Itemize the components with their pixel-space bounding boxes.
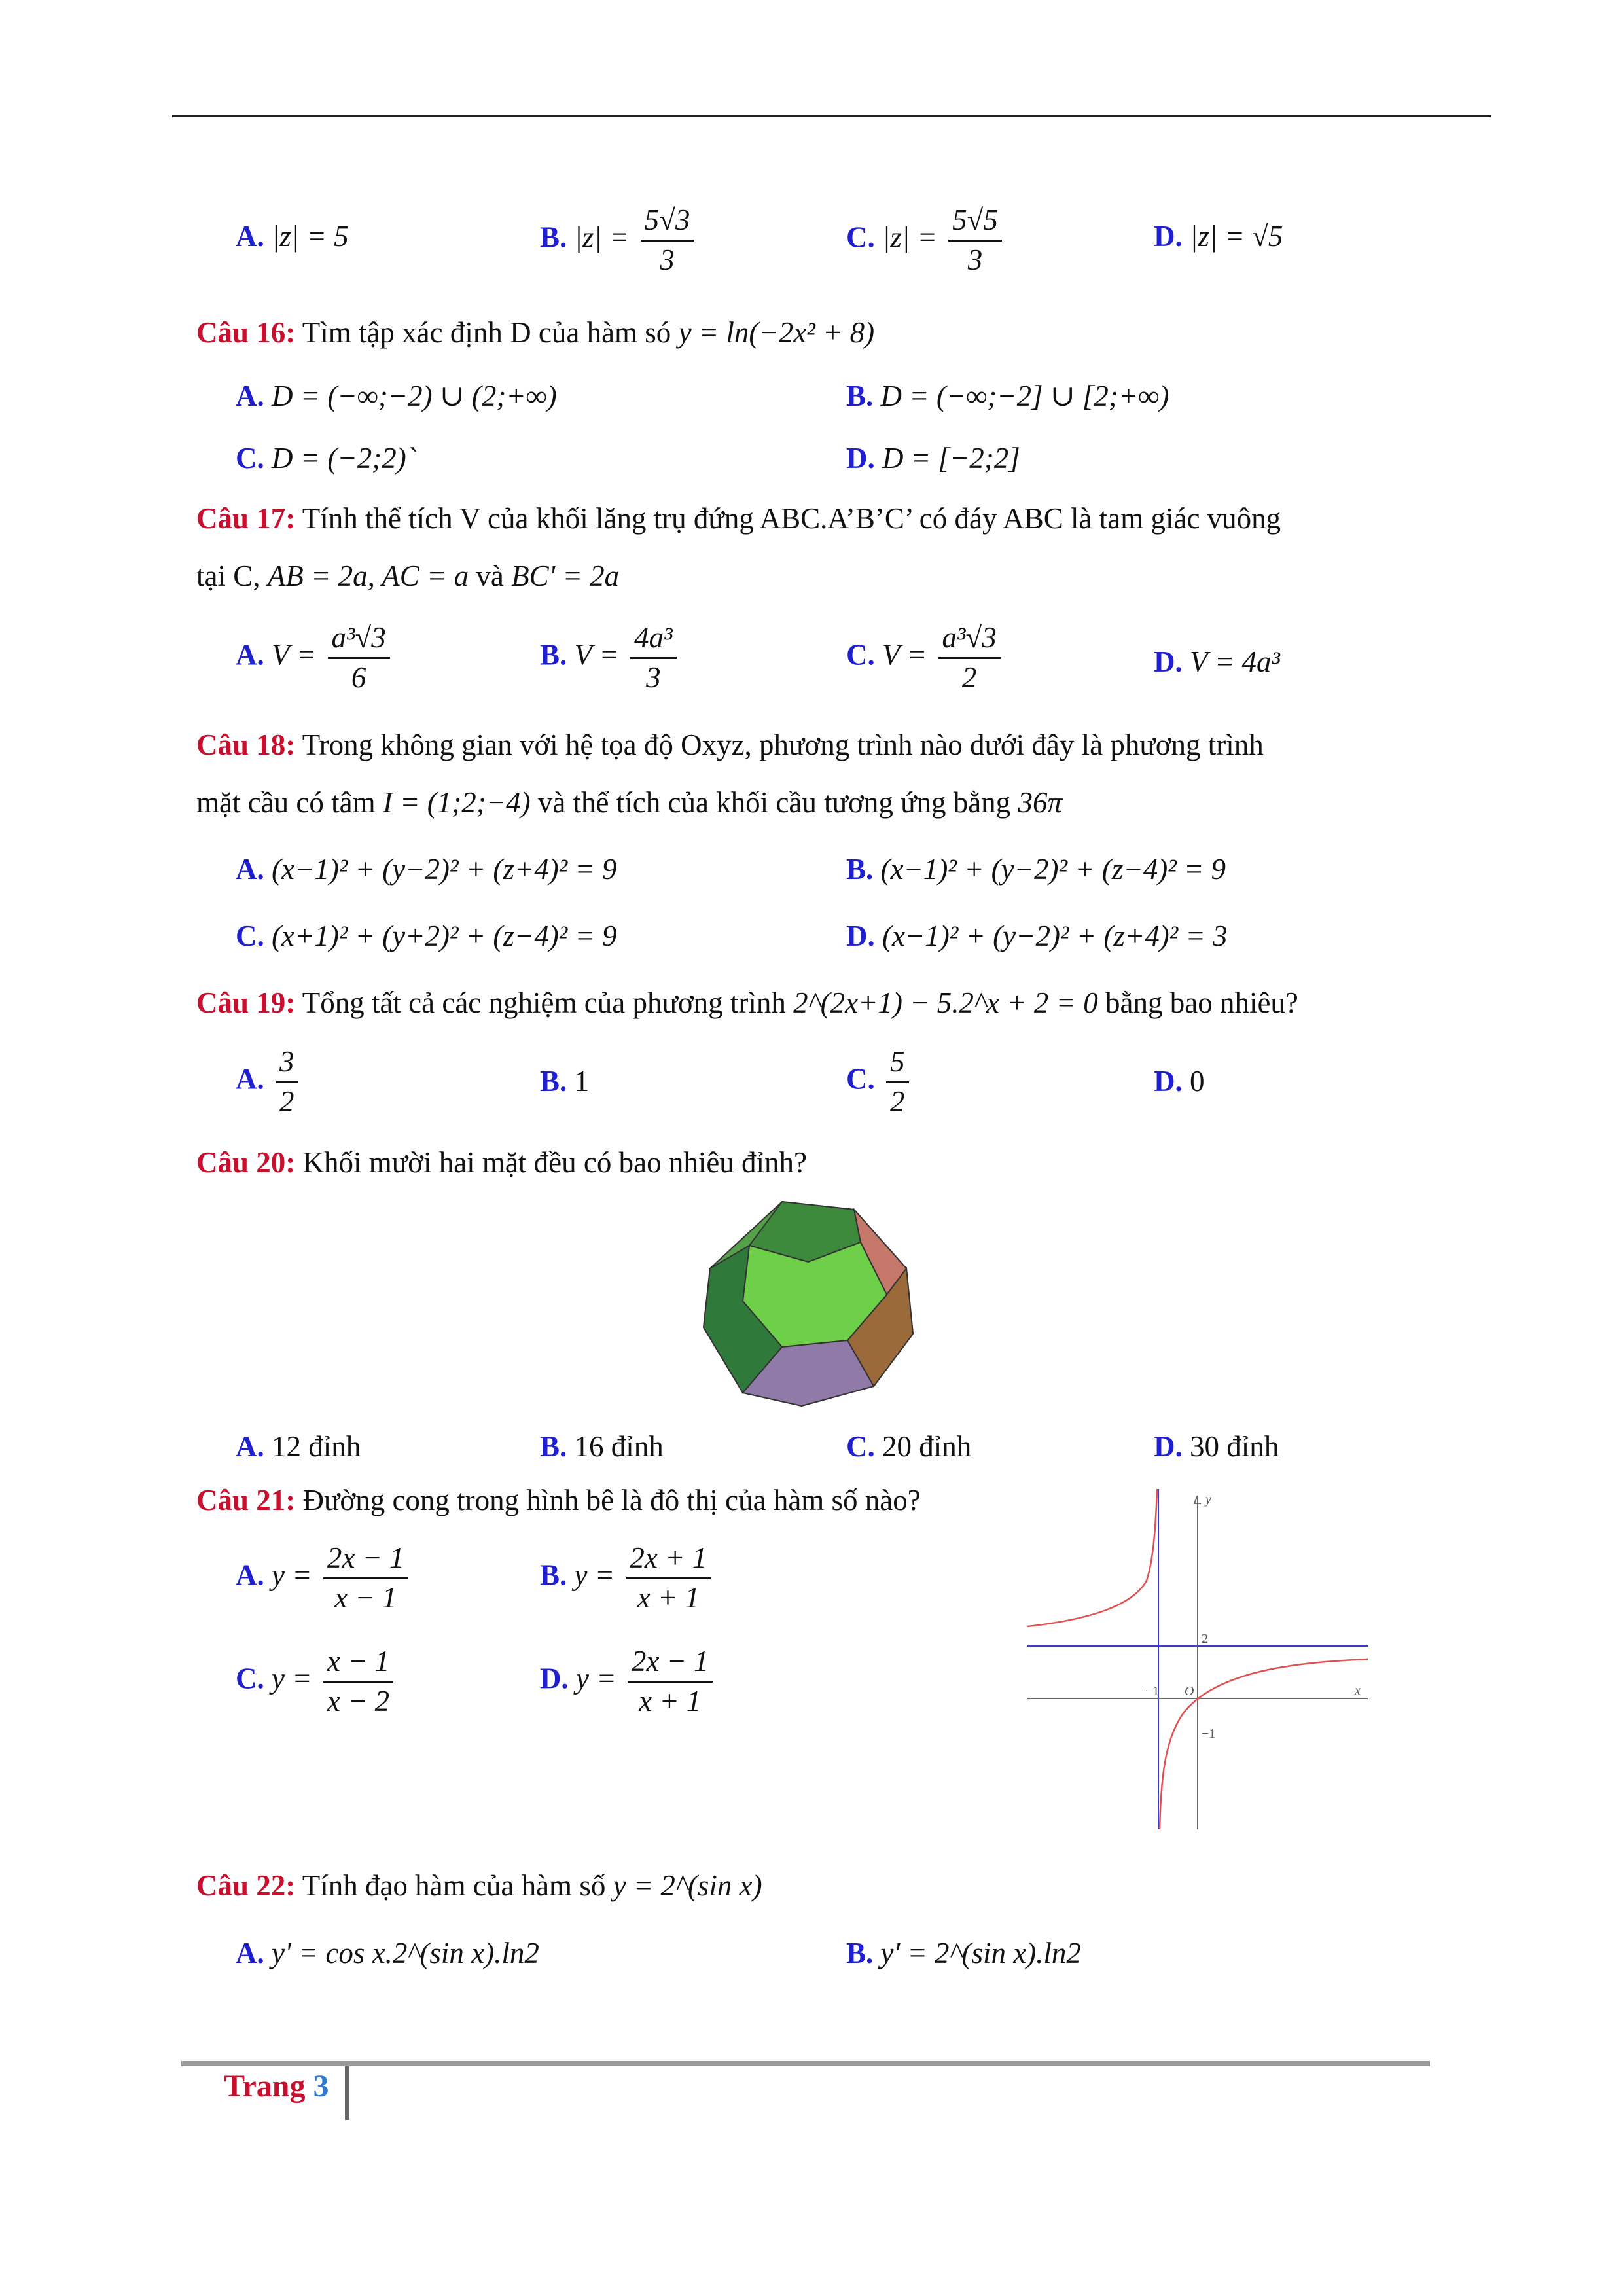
q16-option-b[interactable]: B. D = (−∞;−2] ∪ [2;+∞): [846, 380, 1169, 412]
header-rule: [172, 115, 1491, 117]
fraction: $\frac{x - 1}{x - 2}$: [323, 1645, 393, 1717]
q18-option-d[interactable]: D. (x−1)² + (y−2)² + (z+4)² = 3: [846, 920, 1228, 952]
q19-option-b[interactable]: B. 1: [540, 1065, 590, 1098]
q20-option-a[interactable]: A. 12 đỉnh: [236, 1430, 361, 1463]
q21-graph: [1027, 1489, 1368, 1829]
q20-option-d[interactable]: D. 30 đỉnh: [1154, 1430, 1279, 1463]
q22-option-a[interactable]: A. y' = cos x.2^(sin x).ln2: [236, 1937, 539, 1969]
q20-option-b[interactable]: B. 16 đỉnh: [540, 1430, 664, 1463]
q18-stem: Câu 18: Trong không gian với hệ tọa độ Oxyz, phương trình nào dưới đây là phương trình: [196, 728, 1264, 761]
fraction: $\frac{5√5}{3}$: [948, 204, 1002, 276]
footer-rule: [181, 2061, 1430, 2066]
origin-label: O: [1185, 1684, 1194, 1698]
q15-option-a[interactable]: A. |z| = 5: [236, 220, 349, 253]
x-axis-label: x: [1355, 1683, 1361, 1698]
q17-stem-line2: tại C, AB = 2a, AC = a và BC' = 2a: [196, 560, 620, 592]
q16-stem: Câu 16: Tìm tập xác định D của hàm só y = ln(−2x² + 8): [196, 316, 875, 349]
fraction: $\frac{2x - 1}{x - 1}$: [323, 1542, 408, 1614]
footer-divider: [345, 2066, 349, 2120]
dodecahedron-figure: [697, 1196, 926, 1412]
q15-option-c[interactable]: C. |z| = $\frac{5√5}{3}$: [846, 204, 1006, 276]
q18-option-c[interactable]: C. (x+1)² + (y+2)² + (z−4)² = 9: [236, 920, 617, 952]
fraction: $\frac{5}{2}$: [886, 1046, 909, 1118]
tick-label-neg1-y: −1: [1202, 1727, 1216, 1741]
q19-option-c[interactable]: C. $\frac{5}{2}$: [846, 1046, 913, 1118]
q20-option-c[interactable]: C. 20 đỉnh: [846, 1430, 972, 1463]
q21-option-b[interactable]: B. y = $\frac{2x + 1}{x + 1}$: [540, 1542, 715, 1614]
q17-option-d[interactable]: D. V = 4a³: [1154, 645, 1281, 678]
curve-left-branch: [1027, 1489, 1157, 1626]
q19-option-d[interactable]: D. 0: [1154, 1065, 1205, 1098]
q20-stem: Câu 20: Khối mười hai mặt đều có bao nhiêu đỉnh?: [196, 1146, 808, 1179]
tick-label-2: 2: [1202, 1632, 1208, 1646]
fraction: $\frac{3}{2}$: [276, 1046, 298, 1118]
q19-option-a[interactable]: A. $\frac{3}{2}$: [236, 1046, 302, 1118]
q18-option-b[interactable]: B. (x−1)² + (y−2)² + (z−4)² = 9: [846, 853, 1226, 886]
q22-option-b[interactable]: B. y' = 2^(sin x).ln2: [846, 1937, 1081, 1969]
q22-stem: Câu 22: Tính đạo hàm của hàm số y = 2^(sin x): [196, 1869, 762, 1902]
q15-option-d[interactable]: D. |z| = √5: [1154, 220, 1283, 253]
tick-label-neg1-x: −1: [1145, 1684, 1160, 1698]
q17-stem: Câu 17: Tính thể tích V của khối lăng trụ đứng ABC.A’B’C’ có đáy ABC là tam giác vuông: [196, 502, 1281, 535]
y-axis-label: y: [1205, 1492, 1211, 1507]
q16-option-c[interactable]: C. D = (−2;2)`: [236, 442, 416, 475]
q16-option-d[interactable]: D. D = [−2;2]: [846, 442, 1020, 475]
q21-option-d[interactable]: D. y = $\frac{2x - 1}{x + 1}$: [540, 1645, 717, 1717]
page-number: Trang 3: [224, 2069, 329, 2104]
q18-option-a[interactable]: A. (x−1)² + (y−2)² + (z+4)² = 9: [236, 853, 617, 886]
q17-option-b[interactable]: B. V = $\frac{\text{4a³}}{3}$: [540, 622, 681, 694]
q19-stem: Câu 19: Tổng tất cả các nghiệm của phương trình 2^(2x+1) − 5.2^x + 2 = 0 bằng bao nhiêu?: [196, 986, 1298, 1019]
q17-option-c[interactable]: C. V = $\frac{\text{a³√3}}{2}$: [846, 622, 1005, 694]
fraction: $\frac{\text{4a³}}{3}$: [630, 622, 677, 694]
q21-option-a[interactable]: A. y = $\frac{2x - 1}{x - 1}$: [236, 1542, 412, 1614]
q15-option-b[interactable]: B. |z| = $\frac{5√3}{3}$: [540, 204, 698, 276]
q16-option-a[interactable]: A. D = (−∞;−2) ∪ (2;+∞): [236, 380, 557, 412]
fraction: $\frac{\text{a³√3}}{6}$: [328, 622, 390, 694]
fraction: $\frac{5√3}{3}$: [641, 204, 694, 276]
q18-stem-line2: mặt cầu có tâm I = (1;2;−4) và thể tích của khối cầu tương ứng bằng 36π: [196, 786, 1062, 819]
q21-stem: Câu 21: Đường cong trong hình bê là đô thị của hàm số nào?: [196, 1484, 921, 1516]
q21-option-c[interactable]: C. y = $\frac{x - 1}{x - 2}$: [236, 1645, 397, 1717]
fraction: $\frac{\text{a³√3}}{2}$: [938, 622, 1001, 694]
fraction: $\frac{2x - 1}{x + 1}$: [628, 1645, 713, 1717]
q17-option-a[interactable]: A. V = $\frac{\text{a³√3}}{6}$: [236, 622, 394, 694]
fraction: $\frac{2x + 1}{x + 1}$: [626, 1542, 711, 1614]
